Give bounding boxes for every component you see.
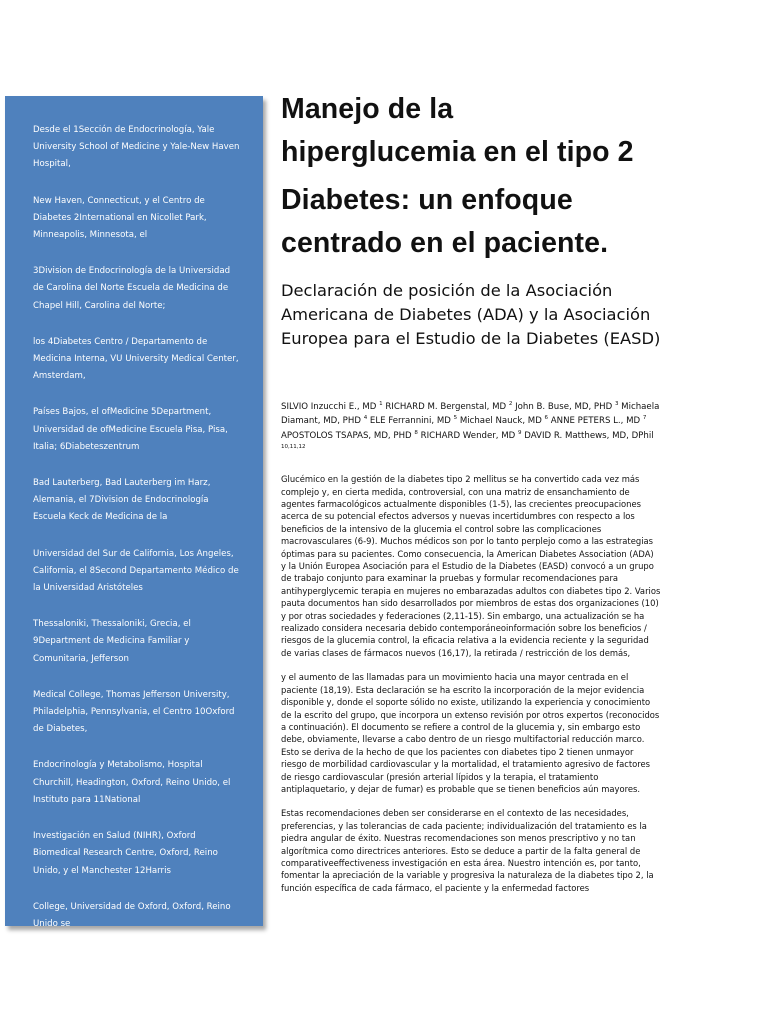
author-affiliation-marker: 6: [544, 415, 549, 422]
body-paragraph: Estas recomendaciones deben ser considerarse en el contexto de las necesidades, preferencias, y las tolerancias de cada paciente; individualización del tratamiento es la piedra angular de éxito. Nuestras recomendaciones son menos prescriptivo y no tan algorítmica como directrices anteriores. Esto se deduce a partir de la falta general de comparativeeffectiveness investigación en esta área. Nuestro intención es, por tanto, fomentar la apreciación de la variable y progresiva la naturaleza de la diabetes tipo 2, la función específica de cada fármaco, el paciente y la enfermedad factores: [281, 808, 654, 893]
author-affiliation-marker: 7: [642, 415, 647, 422]
affiliation-text: Desde el 1Sección de Endocrinología, Yale University School of Medicine y Yale-New Haven Hospital,: [33, 125, 240, 170]
author-name: DAVID R. Matthews, MD, DPhil: [524, 430, 654, 441]
author-affiliation-marker: 3: [614, 401, 619, 407]
article-main: [281, 88, 661, 894]
title-line: Diabetes: un enfoque: [281, 184, 573, 216]
author-name: Michael Nauck, MD: [459, 416, 545, 427]
author-affiliation-marker: 1: [379, 401, 383, 407]
affiliation-text: 3Division de Endocrinología de la Universidad de Carolina del Norte Escuela de Medicina de Chapel Hill, Carolina del Norte;: [33, 266, 231, 311]
article-title-continued: [281, 179, 661, 265]
author-name: ELE Ferrannini, MD: [369, 416, 454, 427]
author-affiliation-marker: 10,11,12: [281, 443, 306, 450]
article-subtitle: Declaración de posición de la Asociación Americana de Diabetes (ADA) y la Asociación Europea para el Estudio de la Diabetes (EASD): [281, 281, 661, 348]
author-name: RICHARD Wender, MD: [420, 430, 519, 441]
affiliations-sidebar: [5, 96, 263, 966]
author-affiliation-marker: 9: [518, 429, 522, 436]
author-affiliation-marker: 4: [363, 415, 368, 422]
author-affiliation-marker: 2: [508, 401, 513, 407]
affiliation-text: Medical College, Thomas Jefferson University, Philadelphia, Pennsylvania, el Centro 10Oxford de Diabetes,: [33, 689, 235, 735]
author-name: John B. Buse, MD, PHD: [515, 402, 615, 412]
affiliation-text: College, Universidad de Oxford, Oxford, Reino Unido se: [33, 901, 231, 929]
affiliation-text: New Haven, Connecticut, y el Centro de Diabetes 2International en Nicollet Park, Minneapolis, Minnesota, el: [33, 195, 207, 241]
affiliation-text: Países Bajos, el ofMedicine 5Department, Universidad de ofMedicine Escuela Pisa, Pisa, Italia; 6Diabeteszentrum: [33, 407, 228, 452]
author-name: APOSTOLOS TSAPAS, MD, PHD: [281, 430, 415, 441]
affiliation-text: Universidad del Sur de California, Los Angeles, California, el 8Second Departamento Médico de la Universidad Aristóteles: [33, 548, 239, 594]
author-name: SILVIO Inzucchi E., MD: [281, 402, 380, 412]
body-paragraph: y el aumento de las llamadas para un movimiento hacia una mayor centrada en el paciente (18,19). Esta declaración se ha escrito la incorporación de la mejor evidencia disponible y, donde el soporte sólido no existe, utilizando la experiencia y conocimiento de la escrito del grupo, que incorpora un extenso revisión por otros expertos (reconocidos a continuación). El documento se refiere a control de la glucemia y, sin embargo esto debe, obviamente, llevarse a cabo dentro de un riesgo multifactorial reducción marco. Esto se deriva de la hecho de que los pacientes con diabetes tipo 2 tienen unmayor riesgo de morbilidad cardiovascular y la mortalidad, el tratamiento agresivo de factores de riesgo cardiovascular (presión arterial lípidos y la terapia, el tratamiento antiplaquetario, y dejar de fumar) es probable que se tienen beneficios aún mayores.: [281, 672, 660, 794]
article-title: [281, 88, 661, 174]
title-line: hiperglucemia en el tipo 2: [281, 136, 634, 168]
author-affiliation-marker: 5: [453, 415, 458, 422]
title-line: centrado en el paciente.: [281, 227, 609, 259]
author-address: Dirección del autor: Silvio E. Inzucchi,: [33, 955, 195, 966]
author-name: ANNE PETERS L., MD: [550, 416, 643, 427]
title-line: Manejo de la: [281, 93, 454, 125]
affiliation-text: los 4Diabetes Centro / Departamento de Medicina Interna, VU University Medical Center, Amsterdam,: [33, 336, 239, 382]
affiliation-text: Bad Lauterberg, Bad Lauterberg im Harz, Alemania, el 7Division de Endocrinología Escuela Keck de Medicina de la: [33, 478, 211, 523]
author-name: RICHARD M. Bergenstal, MD: [385, 402, 509, 412]
body-paragraph: Glucémico en la gestión de la diabetes tipo 2 mellitus se ha convertido cada vez más complejo y, en cierta medida, controversial, con una matriz de ensanchamiento de agentes farmacológicos actualmente disponibles (1-5), las crecientes preocupaciones acerca de su potencial efectos adversos y nuevas incertidumbres con respecto a los beneficios de la intensivo de la glucemia el control sobre las complicaciones macrovasculares (6-9). Muchos médicos son por lo tanto perplejo como a las estrategias óptimas para su pacientes. Como consecuencia, la American Diabetes Association (ADA) y la Unión Europea Asociación para el Estudio de la Diabetes (EASD) convocó a un grupo de trabajo conjunto para examinar la pruebas y formular recomendaciones para antihyperglycemic terapia en mujeres no embarazadas adultos con diabetes tipo 2. Varios pauta documentos han sido desarrollados por miembros de estas dos organizaciones (10) y por otras sociedades y federaciones (2,11-15). Sin embargo, una actualización se ha realizado considera necesaria debido contemporáneoinformación sobre los beneficios / riesgos de la glucemia control, la eficacia relativa a la evidencia reciente y la seguridad de varias clases de fármacos nuevos (16,17), la retirada / restricción de los demás,: [281, 474, 661, 658]
author-list: [281, 400, 661, 457]
author-name: Michaela Diamant, MD, PHD: [281, 402, 660, 427]
affiliation-text: Investigación en Salud (NIHR), Oxford Biomedical Research Centre, Oxford, Reino Unido, y el Manchester 12Harris: [33, 831, 218, 876]
author-affiliation-marker: 8: [414, 429, 418, 436]
affiliation-text: Thessaloniki, Thessaloniki, Grecia, el 9Department de Medicina Familiar y Comunitaria, Jefferson: [33, 619, 191, 664]
affiliation-text: Endocrinología y Metabolismo, Hospital Churchill, Headington, Oxford, Reino Unido, el Instituto para 11National: [33, 760, 231, 805]
